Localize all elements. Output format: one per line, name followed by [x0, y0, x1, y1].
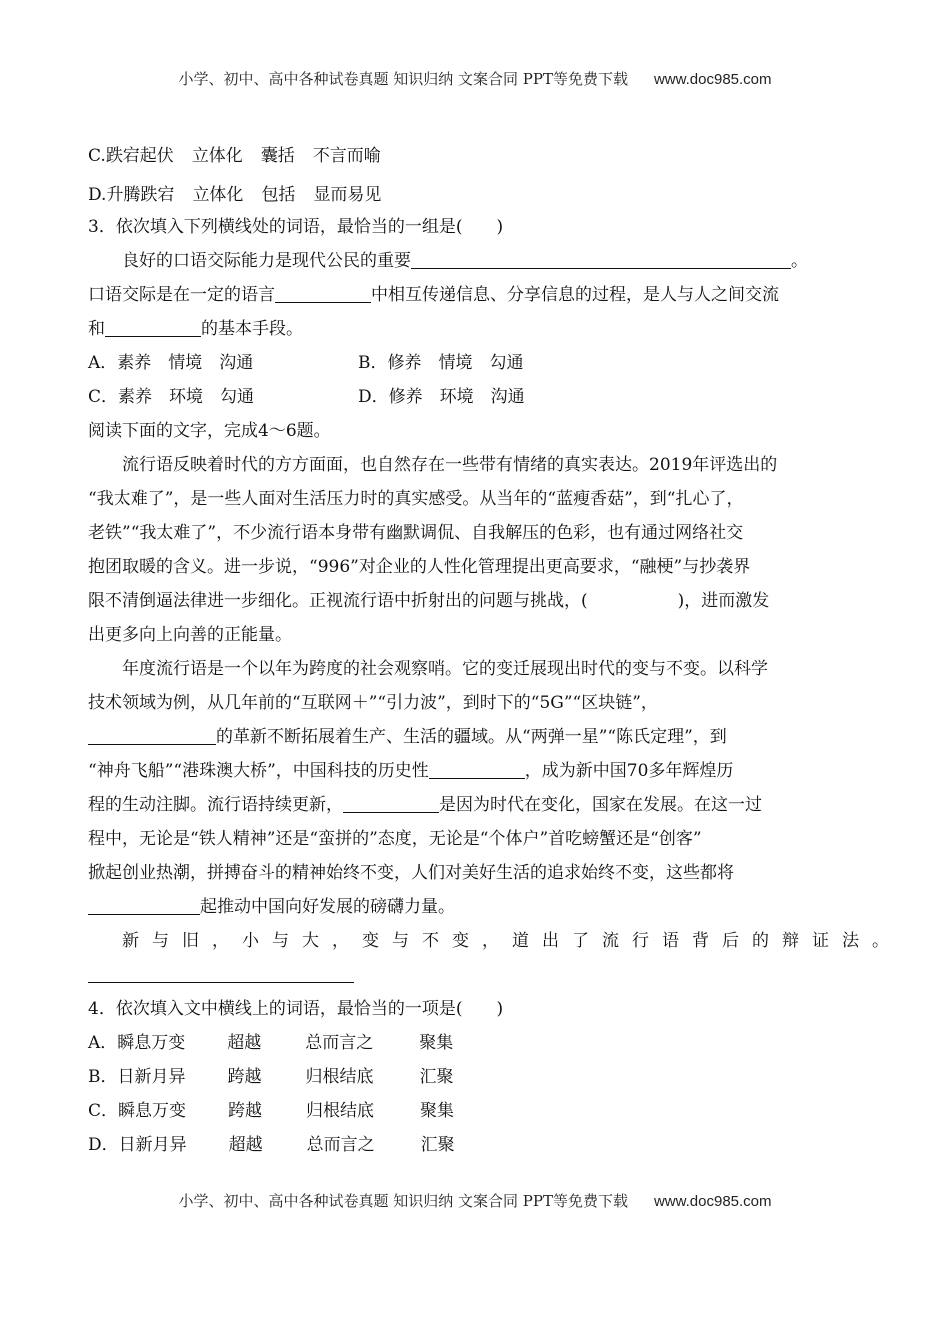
q3-blank-2[interactable]	[275, 282, 371, 303]
q4-option-c[interactable]: C．瞬息万变 跨越 归根结底 聚集	[88, 1101, 455, 1121]
q3-text-line1: 良好的口语交际能力是现代公民的重要 。	[88, 244, 868, 278]
q3-stem: 3．依次填入下列横线处的词语，最恰当的一组是( )	[88, 217, 504, 237]
header-text: 小学、初中、高中各种试卷真题 知识归纳 文案合同 PPT等免费下载	[178, 70, 628, 88]
q4-option-b[interactable]: B．日新月异 跨越 归根结底 汇聚	[88, 1067, 454, 1087]
q3-option-d[interactable]: D．修养 环境 沟通	[358, 387, 525, 407]
q3-option-b[interactable]: B．修养 情境 勾通	[358, 353, 524, 373]
sentence-blank[interactable]	[88, 962, 354, 983]
passage-paragraph-1: 流行语反映着时代的方方面面，也自然存在一些带有情绪的真实表达。2019年评选出的 “我太难了”，是一些人面对生活压力时的真实感受。从当年的“蓝瘦香菇”，到“扎心了， 老铁”“我太难了”，不少流行语本身带有幽默调侃、自我解压的色彩，也有通过网络社交 抱团取暖的含义。进一步说，“996”对企业的人性化管理提出更高要求，“融梗”与抄袭界 限不清倒逼法律进一步细化。正视流行语中折射出的问题与挑战，( )，进而激发 出更多向上向善的正能量。	[88, 455, 778, 645]
page-footer	[0, 1190, 950, 1211]
q2-option-d: D.升腾跌宕 立体化 包括 显而易见	[88, 185, 382, 205]
blank-1[interactable]	[88, 724, 216, 745]
document-body	[88, 142, 902, 1162]
passage-intro: 阅读下面的文字，完成4～6题。	[88, 421, 331, 441]
q3-option-a[interactable]: A．素养 情境 沟通	[88, 353, 254, 373]
q3-blank-1[interactable]	[411, 248, 791, 269]
q4-stem: 4．依次填入文中横线上的词语，最恰当的一项是( )	[88, 999, 504, 1019]
blank-3[interactable]	[343, 792, 439, 813]
footer-url[interactable]: www.doc985.com	[653, 1193, 772, 1210]
blank-2[interactable]	[429, 758, 525, 779]
q3-text-line3: 和 的基本手段。	[88, 312, 868, 346]
q3-option-c[interactable]: C．素养 环境 勾通	[88, 387, 255, 407]
footer-text: 小学、初中、高中各种试卷真题 知识归纳 文案合同 PPT等免费下载	[178, 1192, 628, 1210]
passage-paragraph-3: 新与旧，小与大，变与不变，道出了流行语背后的辩证法。	[88, 924, 868, 992]
passage-paragraph-2: 年度流行语是一个以年为跨度的社会观察哨。它的变迁展现出时代的变与不变。以科学 技术领域为例，从几年前的“互联网＋”“引力波”，到时下的“5G”“区块链”， 的革新不断拓展着生产、生活的疆域。从“两弹一星”“陈氏定理”，到 “神舟飞船”“港珠澳大桥”，中国科技的历史性 ，成为新中国70多年辉煌历 程的生动注脚。流行语持续更新， 是因为时代在变化，国家在发展。在这一过 程中，无论是“铁人精神”还是“蛮拼的”态度，无论是“个体户”首吃螃蟹还是“创客” 掀起创业热潮，拼搏奋斗的精神始终不变，人们对美好生活的追求始终不变，这些都将 起推动中国向好发展的磅礴力量。	[88, 659, 768, 917]
q3-options-row1	[88, 346, 868, 380]
blank-4[interactable]	[88, 894, 200, 915]
q3-blank-3[interactable]	[105, 316, 201, 337]
q2-option-c: C.跌宕起伏 立体化 囊括 不言而喻	[88, 146, 381, 166]
q3-options-row2	[88, 380, 868, 414]
q3-text-line2: 口语交际是在一定的语言 中相互传递信息、分享信息的过程，是人与人之间交流	[88, 278, 868, 312]
page-header	[0, 68, 950, 89]
header-url[interactable]: www.doc985.com	[653, 71, 772, 88]
q4-option-d[interactable]: D．日新月异 超越 总而言之 汇聚	[88, 1135, 455, 1155]
q4-option-a[interactable]: A．瞬息万变 超越 总而言之 聚集	[88, 1033, 454, 1053]
q4-options	[88, 1026, 868, 1162]
